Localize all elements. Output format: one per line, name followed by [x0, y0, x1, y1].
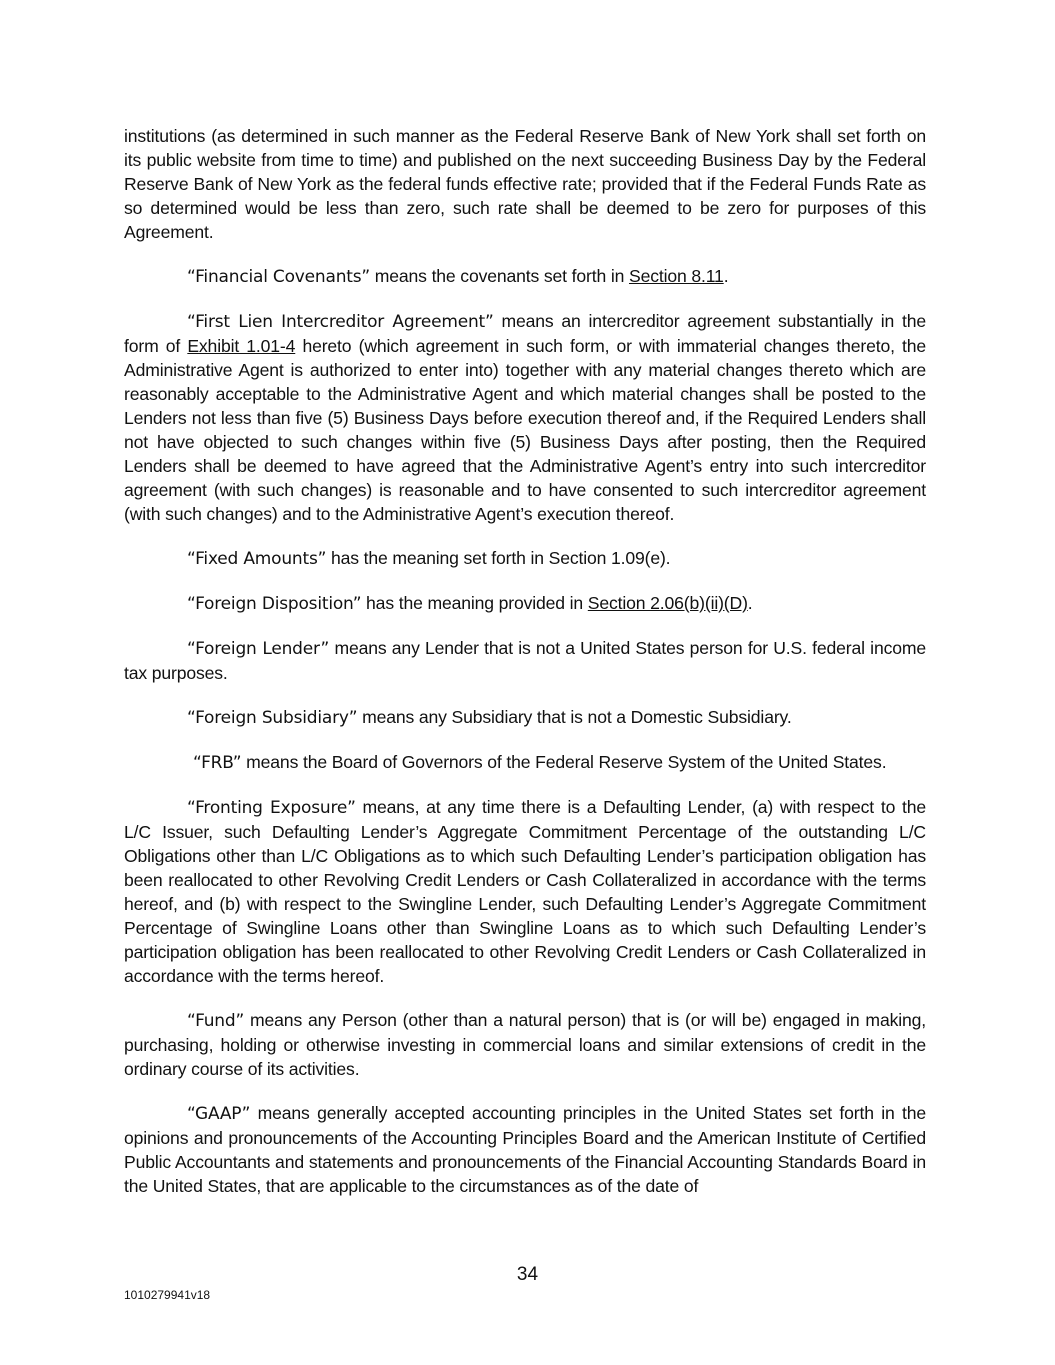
defined-term: “Fund” — [187, 1011, 245, 1031]
defined-term: “GAAP” — [187, 1104, 251, 1124]
definition-text: means generally accepted accounting principles in the United States set forth in the opinions and pronouncements of the Accounting Principles Board and the American Institute of Certified Public Accountants and statements and pronouncements of the Financial Accounting Standards Board in the United States, that are applicable to the circumstances as of the date of — [124, 1103, 926, 1196]
exhibit-reference: Exhibit 1.01-4 — [187, 336, 296, 356]
defined-term: “Foreign Disposition” — [187, 594, 362, 614]
document-body — [124, 124, 926, 1218]
definition-foreign-disposition — [124, 591, 926, 616]
section-reference: Section 2.06(b)(ii)(D) — [587, 593, 748, 613]
defined-term: “Fronting Exposure” — [187, 798, 356, 818]
defined-term: “Financial Covenants” — [187, 267, 371, 287]
definition-text-end: . — [747, 593, 753, 613]
definition-foreign-subsidiary — [124, 705, 926, 730]
definition-first-lien-intercreditor-agreement — [124, 309, 926, 526]
definition-fund — [124, 1008, 926, 1081]
paragraph-federal-funds-continuation — [124, 124, 926, 244]
definition-frb — [124, 750, 926, 775]
definition-text: means an intercreditor agreement substantially in the form of — [124, 311, 926, 356]
definition-gaap — [124, 1101, 926, 1198]
definition-fronting-exposure — [124, 795, 926, 988]
definition-text: means the Board of Governors of the Federal Reserve System of the United States. — [241, 752, 887, 772]
defined-term: “FRB” — [193, 753, 242, 773]
page-number: 34 — [516, 1264, 539, 1285]
definition-text-end: hereto (which agreement in such form, or with immaterial changes thereto, the Administrative Agent is authorized to enter into) together with any material changes thereto which are reasonably acceptable to the Administrative Agent and which material changes shall be posted to the Lenders not less than five (5) Business Days before execution thereof and, if the Required Lenders shall not have objected to such changes within five (5) Business Days after posting, then the Required Lenders shall be deemed to have agreed that the Administrative Agent’s entry into such intercreditor agreement (with such changes) is reasonable and to have consented to such intercreditor agreement (with such changes) and to the Administrative Agent’s execution thereof. — [124, 336, 927, 524]
section-reference: Section 8.11 — [628, 266, 724, 286]
definition-text: has the meaning set forth in Section 1.09(e). — [326, 548, 671, 568]
definition-financial-covenants — [124, 264, 926, 289]
definition-text: means, at any time there is a Defaulting Lender, (a) with respect to the L/C Issuer, such Defaulting Lender’s Aggregate Commitment Percentage of the outstanding L/C Obligations other than L/C Obligations as to which such Defaulting Lender’s participation obligation has been reallocated to other Revolving Credit Lenders or Cash Collateralized in accordance with the terms hereof, and (b) with respect to the Swingline Lender, such Defaulting Lender’s Aggregate Commitment Percentage of Swingline Loans other than Swingline Loans as to which such Defaulting Lender’s participation obligation has been reallocated to other Revolving Credit Lenders or Cash Collateralized in accordance with the terms hereof. — [124, 797, 926, 986]
document-id: 1010279941v18 — [124, 1288, 211, 1302]
paragraph-text: institutions (as determined in such manner as the Federal Reserve Bank of New York shall set forth on its public website from time to time) and published on the next succeeding Business Day by the Federal Reserve Bank of New York as the federal funds effective rate; provided that if the Federal Funds Rate as so determined would be less than zero, such rate shall be deemed to be zero for purposes of this Agreement. — [124, 126, 926, 242]
definition-foreign-lender — [124, 636, 926, 685]
definition-text: means the covenants set forth in — [370, 266, 629, 286]
defined-term: “Foreign Subsidiary” — [187, 708, 358, 728]
defined-term: “Fixed Amounts” — [187, 549, 327, 569]
definition-text: means any Subsidiary that is not a Domestic Subsidiary. — [357, 707, 792, 727]
definition-text: means any Lender that is not a United States person for U.S. federal income tax purposes. — [124, 638, 927, 683]
defined-term: “First Lien Intercreditor Agreement” — [187, 312, 494, 332]
definition-text: has the meaning provided in — [361, 593, 588, 613]
definition-fixed-amounts — [124, 546, 926, 571]
defined-term: “Foreign Lender” — [187, 639, 330, 659]
definition-text: means any Person (other than a natural person) that is (or will be) engaged in making, purchasing, holding or otherwise investing in commercial loans and similar extensions of credit in the ordinary course of its activities. — [124, 1010, 926, 1079]
definition-text-end: . — [723, 266, 729, 286]
